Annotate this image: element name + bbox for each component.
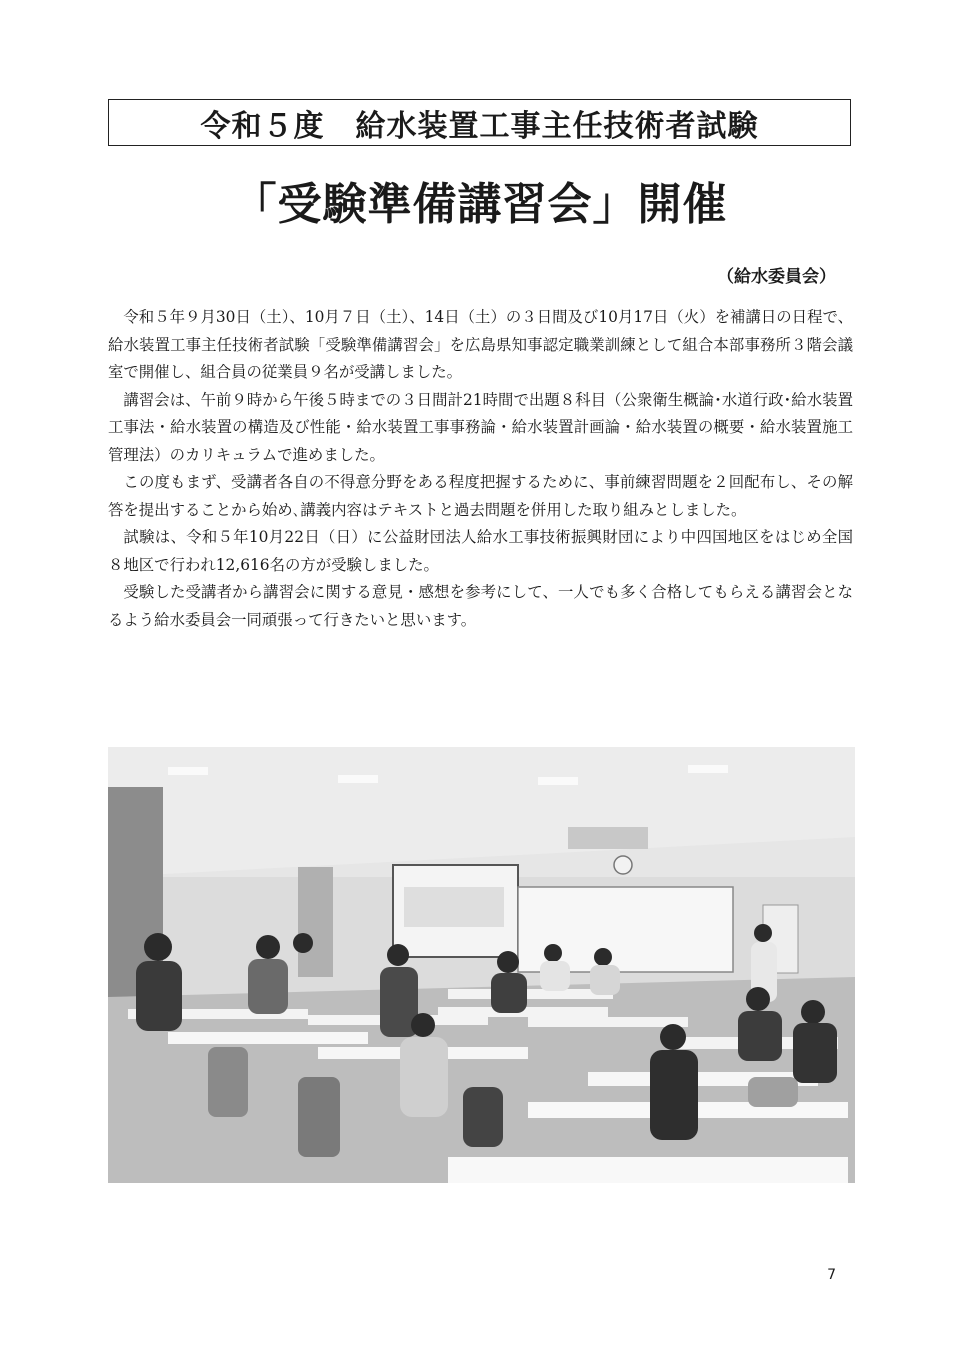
article-body: [108, 304, 853, 634]
paragraph: 受験した受講者から講習会に関する意見・感想を参考にして、一人でも多く合格してもらえる講習会となるよう給水委員会一同頑張って行きたいと思います。: [108, 583, 853, 629]
classroom-photo-illustration: [108, 747, 855, 1183]
paragraph: 令和５年９月30日（土）、10月７日（土）、14日（土）の３日間及び10月17日（火）を補講日の日程で、給水装置工事主任技術者試験「受験準備講習会」を広島県知事認定職業訓練として組合本部事務所３階会議室で開催し、組合員の従業員９名が受講しました。: [108, 308, 853, 381]
title-line-2: 「受験準備講習会」開催: [232, 179, 728, 230]
paragraph: 講習会は、午前９時から午後５時までの３日間計21時間で出題８科目（公衆衛生概論･水道行政･給水装置工事法・給水装置の構造及び性能・給水装置工事事務論・給水装置計画論・給水装置の概要・給水装置施工管理法）のカリキュラムで進めました。: [108, 390, 853, 464]
title-line-1: 令和５度 給水装置工事主任技術者試験: [200, 108, 759, 144]
paragraph: この度もまず、受講者各自の不得意分野をある程度把握するために、事前練習問題を２回配布し、その解答を提出することから始め､講義内容はテキストと過去問題を併用した取り組みとしました。: [108, 473, 853, 519]
page-number: 7: [827, 1267, 836, 1283]
classroom-photo: [108, 747, 855, 1183]
paragraph: 試験は、令和５年10月22日（日）に公益財団法人給水工事技術振興財団により中四国地区をはじめ全国８地区で行われ12,616名の方が受験しました。: [108, 528, 853, 574]
byline: （給水委員会）: [717, 267, 836, 287]
title-box: [108, 99, 851, 146]
